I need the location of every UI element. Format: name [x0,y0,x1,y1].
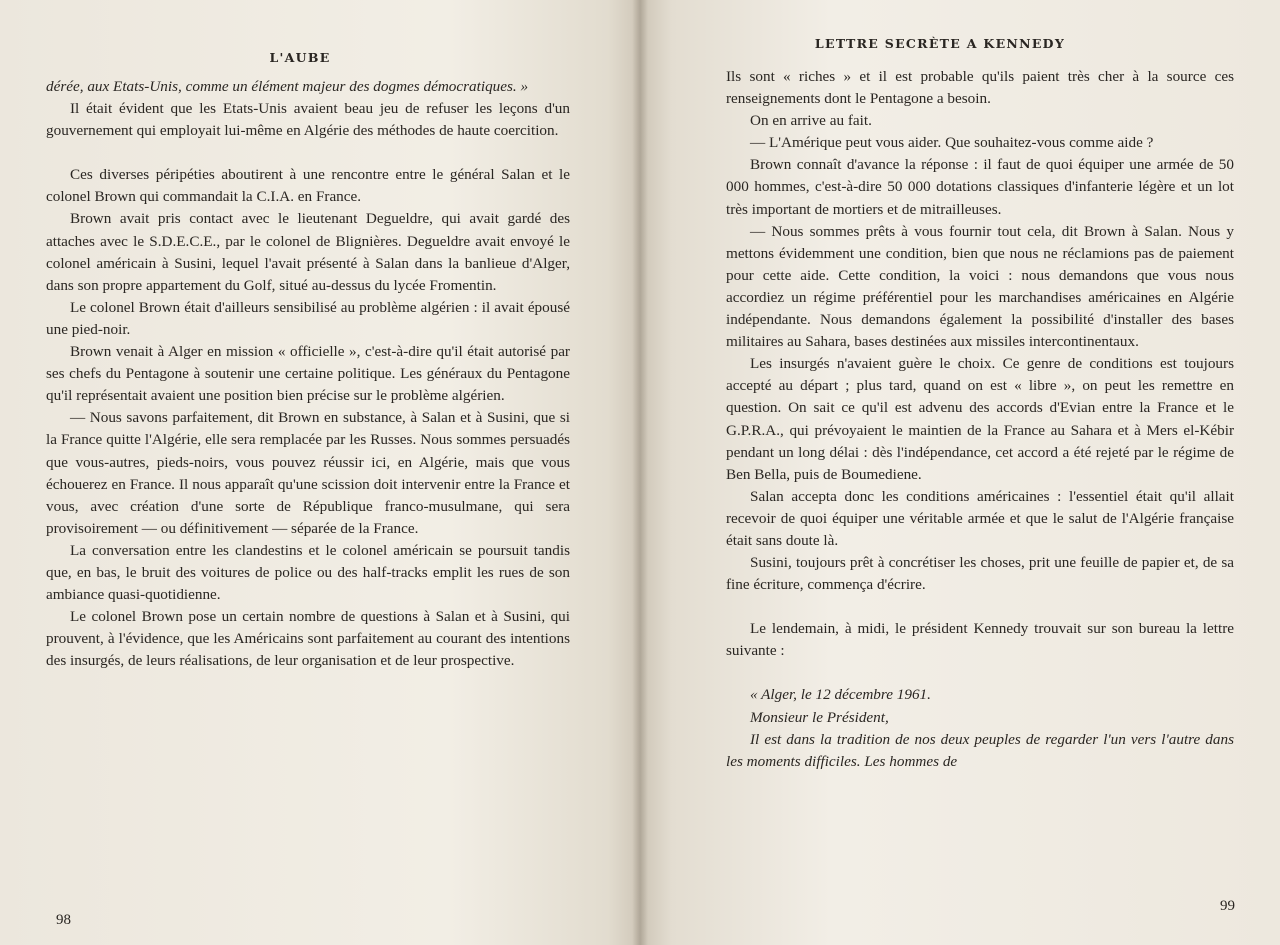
paragraph: — L'Amérique peut vous aider. Que souhaitez-vous comme aide ? [750,134,1154,152]
left-page-body [46,76,570,672]
letter-dateline: « Alger, le 12 décembre 1961. [750,686,931,704]
paragraph: Brown venait à Alger en mission « officielle », c'est-à-dire qu'il était autorisé par ses chefs du Pentagone à soutenir une certaine politique. Les généraux du Pentagone qu'il représentait avaient une position bien précise sur le problème algérien. [46,343,570,405]
paragraph: Il était évident que les Etats-Unis avaient beau jeu de refuser les leçons d'un gouvernement qui employait lui-même en Algérie des méthodes de haute coercition. [46,100,570,140]
paragraph: La conversation entre les clandestins et le colonel américain se poursuit tandis que, en bas, le bruit des voitures de police ou des half-tracks emplit les rues de son ambiance quasi-quotidienne. [46,541,570,604]
paragraph: Ces diverses péripéties aboutirent à une rencontre entre le général Salan et le colonel Brown qui commandait la C.I.A. en France. [46,166,570,206]
running-head-left: L'AUBE [269,50,331,65]
paragraph: Brown connaît d'avance la réponse : il faut de quoi équiper une armée de 50 000 hommes, c'est-à-dire 50 000 dotations classiques d'infanterie légère et un lot très important de mortiers et de mitrailleuses. [726,156,1234,218]
paragraph: dérée, aux Etats-Unis, comme un élément majeur des dogmes démocratiques. » [46,78,529,95]
paragraph: On en arrive au fait. [750,112,872,130]
paragraph: Brown avait pris contact avec le lieutenant Degueldre, qui avait gardé des attaches avec le S.D.E.C.E., par le colonel de Blignières. Degueldre avait envoyé le colonel américain à Susini, lequel l'avait présenté à Salan dans la banlieue d'Alger, dans son propre appartement du Golf, situé au-dessus du lycée Fromentin. [46,210,570,294]
page-number-right: 99 [1220,898,1235,914]
right-page-body [726,66,1234,773]
paragraph: Les insurgés n'avaient guère le choix. Ce genre de conditions est toujours accepté au départ ; plus tard, quand on est « libre », on peut les remettre en question. On sait ce qu'il est advenu des accords d'Evian entre la France et le G.P.R.A., qui prévoyaient le maintien de la France au Sahara et à Mers el-Kébir pendant un long délai : dès l'indépendance, cet accord a été rejeté par le régime de Ben Bella, puis de Boumediene. [726,355,1234,483]
paragraph: Le colonel Brown était d'ailleurs sensibilisé au problème algérien : il avait épousé une pied-noir. [46,298,570,338]
page-number-left: 98 [56,912,71,928]
paragraph: Ils sont « riches » et il est probable qu'ils paient très cher à la source ces renseignements dont le Pentagone a besoin. [726,68,1234,108]
letter-salutation: Monsieur le Président, [750,708,889,726]
paragraph: Susini, toujours prêt à concrétiser les choses, prit une feuille de papier et, de sa fine écriture, commença d'écrire. [726,554,1234,594]
paragraph: Le colonel Brown pose un certain nombre de questions à Salan et à Susini, qui prouvent, à l'évidence, que les Américains sont parfaitement au courant des intentions des insurgés, de leurs réalisations, de leur organisation et de leur prospective. [46,608,570,670]
book-gutter [632,0,648,945]
paragraph: — Nous sommes prêts à vous fournir tout cela, dit Brown à Salan. Nous y mettons évidemment une condition, bien que nous ne réclamions pas de paiement pour cette aide. Cette condition, la voici : nous demandons que vous nous accordiez un régime préférentiel pour les marchandises américaines en Algérie indépendante. Nous demandons également la possibilité d'installer des bases militaires au Sahara, bases destinées aux missiles intercontinentaux. [726,222,1234,351]
paragraph: — Nous savons parfaitement, dit Brown en substance, à Salan et à Susini, que si la France quitte l'Algérie, elle sera remplacée par les Russes. Nous sommes persuadés que vous-autres, pieds-noirs, vous pouvez réussir ici, en Algérie, mais que vous échouerez en France. Il nous apparaît qu'une scission doit intervenir entre la France et vous, avec création d'une sorte de République franco-musulmane, qui sera provisoirement — ou définitivement — séparée de la France. [46,409,570,537]
letter-body: Il est dans la tradition de nos deux peuples de regarder l'un vers l'autre dans les moments difficiles. Les hommes de [726,730,1234,770]
paragraph: Salan accepta donc les conditions américaines : l'essentiel était qu'il allait recevoir de quoi équiper une véritable armée et que le salut de l'Algérie française était sans doute là. [726,487,1234,549]
right-page [640,0,1280,945]
paragraph: Le lendemain, à midi, le président Kennedy trouvait sur son bureau la lettre suivante : [726,620,1234,660]
running-head-right: LETTRE SECRÈTE A KENNEDY [814,36,1066,51]
